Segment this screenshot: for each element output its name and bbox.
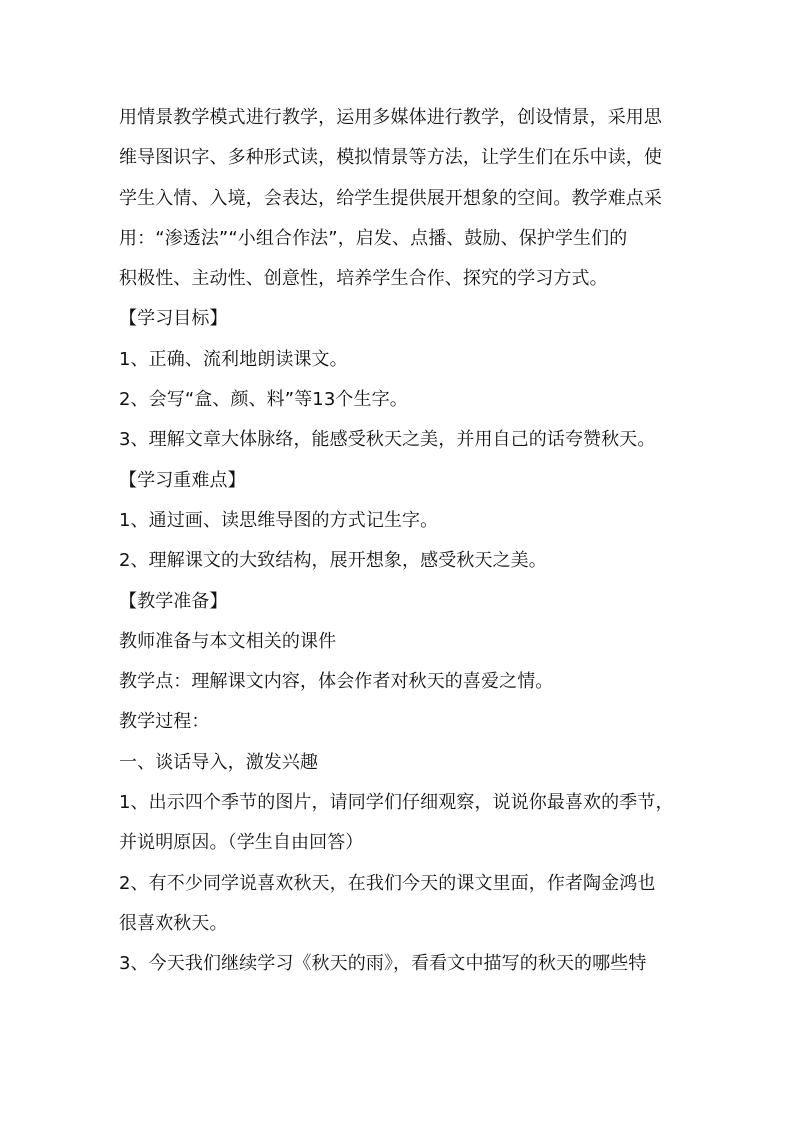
- step-heading: 一、谈话导入，激发兴趣: [119, 751, 319, 773]
- paragraph-line: 用情景教学模式进行教学，运用多媒体进行教学，创设情景，采用思: [119, 107, 662, 128]
- step-item: 3、今天我们继续学习《秋天的雨》，看看文中描写的秋天的哪些特: [119, 953, 647, 975]
- step-item: 1、出示四个季节的图片，请同学们仔细观察，说说你最喜欢的季节，: [119, 792, 674, 814]
- section-heading-preparation: 【教学准备】: [119, 590, 228, 612]
- section-heading-key-difficulties: 【学习重难点】: [119, 469, 246, 491]
- teaching-point: 教学点：理解课文内容，体会作者对秋天的喜爱之情。: [119, 671, 554, 693]
- step-item-continuation: 很喜欢秋天。: [119, 912, 228, 934]
- paragraph-line: 维导图识字、多种形式读，模拟情景等方法，让学生们在乐中读，使: [119, 147, 662, 169]
- goal-item: 2、会写“盒、颜、料”等13个生字。: [119, 389, 408, 411]
- difficulty-item: 1、通过画、读思维导图的方式记生字。: [119, 509, 439, 531]
- paragraph-line: 积极性、主动性、创意性，培养学生合作、探究的学习方式。: [119, 268, 608, 290]
- section-heading-learning-goals: 【学习目标】: [119, 308, 228, 330]
- paragraph-line: 学生入情、入境，会表达，给学生提供展开想象的空间。教学难点采: [119, 187, 662, 209]
- preparation-text: 教师准备与本文相关的课件: [119, 630, 337, 652]
- goal-item: 1、正确、流利地朗读课文。: [119, 348, 348, 370]
- goal-item: 3、理解文章大体脉络，能感受秋天之美，并用自己的话夸赞秋天。: [119, 429, 656, 451]
- teaching-process-heading: 教学过程：: [119, 711, 210, 733]
- step-item: 2、有不少同学说喜欢秋天，在我们今天的课文里面，作者陶金鸿也: [119, 872, 656, 894]
- difficulty-item: 2、理解课文的大致结构，展开想象，感受秋天之美。: [119, 550, 547, 572]
- paragraph-line: 用：“渗透法”“小组合作法”，启发、点播、鼓励、保护学生们的: [119, 227, 628, 249]
- document-body: [119, 98, 679, 985]
- step-item-continuation: 并说明原因。（学生自由回答）: [119, 832, 364, 854]
